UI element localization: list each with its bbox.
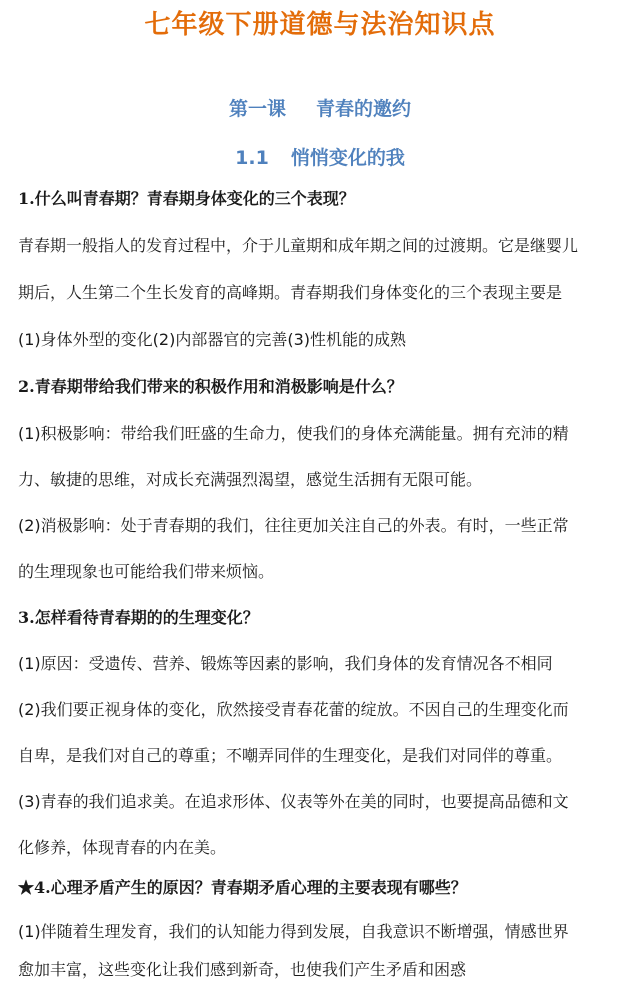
answer-3-line-1: (1)原因：受遗传、营养、锻炼等因素的影响，我们身体的发育情况各不相同 — [18, 654, 553, 673]
answer-3-line-3: 自卑，是我们对自己的尊重；不嘲弄同伴的生理变化，是我们对同伴的尊重。 — [18, 746, 563, 765]
question-3: 3.怎样看待青春期的的生理变化？ — [18, 608, 259, 627]
answer-3-line-4: (3)青春的我们追求美。在追求形体、仪表等外在美的同时，也要提高品德和文 — [18, 792, 569, 811]
question-1: 1.什么叫青春期？青春期身体变化的三个表现？ — [18, 189, 355, 208]
answer-2-line-1: (1)积极影响：带给我们旺盛的生命力，使我们的身体充满能量。拥有充沛的精 — [18, 424, 569, 443]
question-4: ★4.心理矛盾产生的原因？青春期矛盾心理的主要表现有哪些？ — [18, 878, 467, 897]
answer-2-line-3: (2)消极影响：处于青春期的我们，往往更加关注自己的外表。有时，一些正常 — [18, 516, 569, 535]
section-number: 1.1 — [235, 147, 269, 169]
lesson-name: 青春的邀约 — [316, 98, 412, 120]
answer-1-line-3: (1)身体外型的变化(2)内部器官的完善(3)性机能的成熟 — [18, 330, 406, 349]
question-2: 2.青春期带给我们带来的积极作用和消极影响是什么？ — [18, 377, 403, 396]
answer-2-line-2: 力、敏捷的思维，对成长充满强烈渴望，感觉生活拥有无限可能。 — [18, 470, 483, 489]
lesson-heading — [0, 94, 640, 121]
section-name: 悄悄变化的我 — [290, 147, 405, 169]
answer-4-line-1: (1)伴随着生理发育，我们的认知能力得到发展，自我意识不断增强，情感世界 — [18, 922, 569, 941]
document-title: 七年级下册道德与法治知识点 — [144, 10, 496, 40]
answer-2-line-4: 的生理现象也可能给我们带来烦恼。 — [18, 562, 275, 581]
answer-1-line-2: 期后，人生第二个生长发育的高峰期。青春期我们身体变化的三个表现主要是 — [18, 283, 563, 302]
answer-3-line-5: 化修养，体现青春的内在美。 — [18, 838, 227, 857]
section-heading — [0, 143, 640, 170]
answer-1-line-1: 青春期一般指人的发育过程中，介于儿童期和成年期之间的过渡期。它是继婴儿 — [18, 236, 579, 255]
answer-3-line-2: (2)我们要正视身体的变化，欣然接受青春花蕾的绽放。不因自己的生理变化而 — [18, 700, 569, 719]
lesson-number: 第一课 — [228, 98, 286, 120]
answer-4-line-2: 愈加丰富，这些变化让我们感到新奇，也使我们产生矛盾和困惑 — [18, 960, 467, 979]
